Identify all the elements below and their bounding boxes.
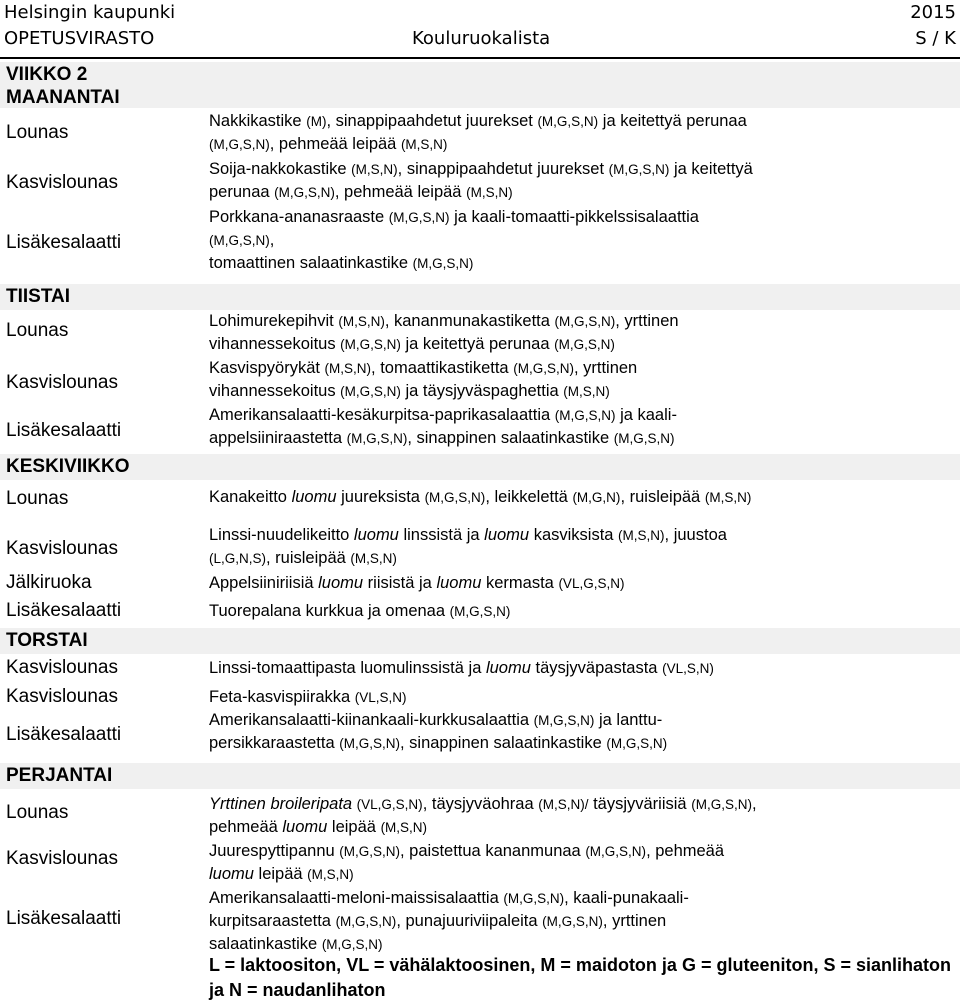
meal-description: Linssi-tomaattipasta luomulinssistä ja luomu täysjyväpastasta (VL,S,N): [209, 659, 714, 677]
day-wednesday-band: [0, 454, 960, 480]
allergen-legend: L = laktoositon, VL = vähälaktoosinen, M = maidoton ja G = gluteeniton, S = sianlihaton ja N = naudanlihaton: [209, 955, 951, 1000]
week-label: VIIKKO 2: [6, 64, 88, 85]
meal-label: Lisäkesalaatti: [6, 908, 122, 929]
page-header: [4, 0, 956, 26]
meal-label: Kasvislounas: [6, 848, 118, 869]
header-divider: [0, 57, 960, 59]
page-header-row2: [4, 26, 956, 52]
meal-label: Lisäkesalaatti: [6, 600, 122, 621]
meal-description: Kanakeitto luomu juureksista (M,G,S,N), leikkelettä (M,G,N), ruisleipää (M,S,N): [209, 488, 752, 506]
meal-description: Nakkikastike (M), sinappipaahdetut juurekset (M,G,S,N) ja keitettyä perunaa (M,G,S,N), pehmeää leipää (M,S,N): [209, 112, 747, 153]
meal-label: Jälkiruoka: [6, 572, 92, 593]
header-title: Kouluruokalista: [412, 28, 551, 49]
meal-description: Amerikansalaatti-kiinankaali-kurkkusalaattia (M,G,S,N) ja lanttu- persikkaraastetta (M,G,S,N), sinappinen salaatinkastike (M,G,S,N): [209, 711, 668, 752]
meal-label: Lounas: [6, 320, 69, 341]
meal-description: Appelsiiniriisiä luomu riisistä ja luomu kermasta (VL,G,S,N): [209, 574, 625, 592]
meal-label: Kasvislounas: [6, 686, 118, 707]
day-monday: MAANANTAI: [6, 87, 120, 108]
meal-description: Lohimurekepihvit (M,S,N), kananmunakastiketta (M,G,S,N), yrttinen vihannessekoitus (M,G,S,N) ja keitettyä perunaa (M,G,S,N): [209, 312, 679, 353]
meal-label: Lounas: [6, 802, 69, 823]
meal-description: Juurespyttipannu (M,G,S,N), paistettua kananmunaa (M,G,S,N), pehmeää luomu leipää (M,S,N): [209, 842, 725, 883]
meal-description: Yrttinen broileripata (VL,G,S,N), täysjyväohraa (M,S,N)/ täysjyväriisiä (M,G,S,N), pehmeää luomu leipää (M,S,N): [209, 795, 757, 836]
day-friday-band: [0, 763, 960, 789]
meal-description: Amerikansalaatti-kesäkurpitsa-paprikasalaattia (M,G,S,N) ja kaali- appelsiiniraastetta (M,G,S,N), sinappinen salaatinkastike (M,G,S,N): [209, 406, 677, 447]
meal-description: Kasvispyörykät (M,S,N), tomaattikastiketta (M,G,S,N), yrttinen vihannessekoitus (M,G,S,N) ja täysjyväspaghettia (M,S,N): [209, 359, 638, 400]
day-thursday-band: [0, 628, 960, 654]
meal-description: Amerikansalaatti-meloni-maissisalaattia (M,G,S,N), kaali-punakaali- kurpitsaraastetta (M,G,S,N), punajuuriviipaleita (M,G,S,N), yrttinen salaatinkastike (M,G,S,N): [209, 889, 689, 953]
header-code: S / K: [915, 28, 956, 49]
meal-description: Tuorepalana kurkkua ja omenaa (M,G,S,N): [209, 602, 511, 620]
meal-description: Feta-kasvispiirakka (VL,S,N): [209, 688, 407, 706]
header-org: Helsingin kaupunki: [4, 2, 176, 23]
meal-label: Lounas: [6, 488, 69, 509]
meal-label: Lounas: [6, 122, 69, 143]
meal-description: Porkkana-ananasraaste (M,G,S,N) ja kaali-tomaatti-pikkelssisalaattia (M,G,S,N), tomaattinen salaatinkastike (M,G,S,N): [209, 208, 699, 272]
meal-label: Kasvislounas: [6, 657, 118, 678]
day-wednesday: KESKIVIIKKO: [6, 456, 130, 477]
header-dept: OPETUSVIRASTO: [4, 28, 155, 49]
header-year: 2015: [910, 2, 956, 23]
meal-label: Lisäkesalaatti: [6, 420, 122, 441]
week-header: [0, 62, 960, 108]
meal-description: Linssi-nuudelikeitto luomu linssistä ja luomu kasviksista (M,S,N), juustoa (L,G,N,S), ruisleipää (M,S,N): [209, 526, 727, 567]
meal-label: Lisäkesalaatti: [6, 724, 122, 745]
meal-label: Kasvislounas: [6, 372, 118, 393]
day-thursday: TORSTAI: [6, 630, 88, 651]
day-friday: PERJANTAI: [6, 765, 113, 786]
meal-description: Soija-nakkokastike (M,S,N), sinappipaahdetut juurekset (M,G,S,N) ja keitettyä perunaa (M,G,S,N), pehmeää leipää (M,S,N): [209, 160, 753, 201]
day-tuesday-band: [0, 284, 960, 310]
meal-label: Lisäkesalaatti: [6, 232, 122, 253]
meal-label: Kasvislounas: [6, 172, 118, 193]
meal-label: Kasvislounas: [6, 538, 118, 559]
day-tuesday: TIISTAI: [6, 286, 71, 307]
